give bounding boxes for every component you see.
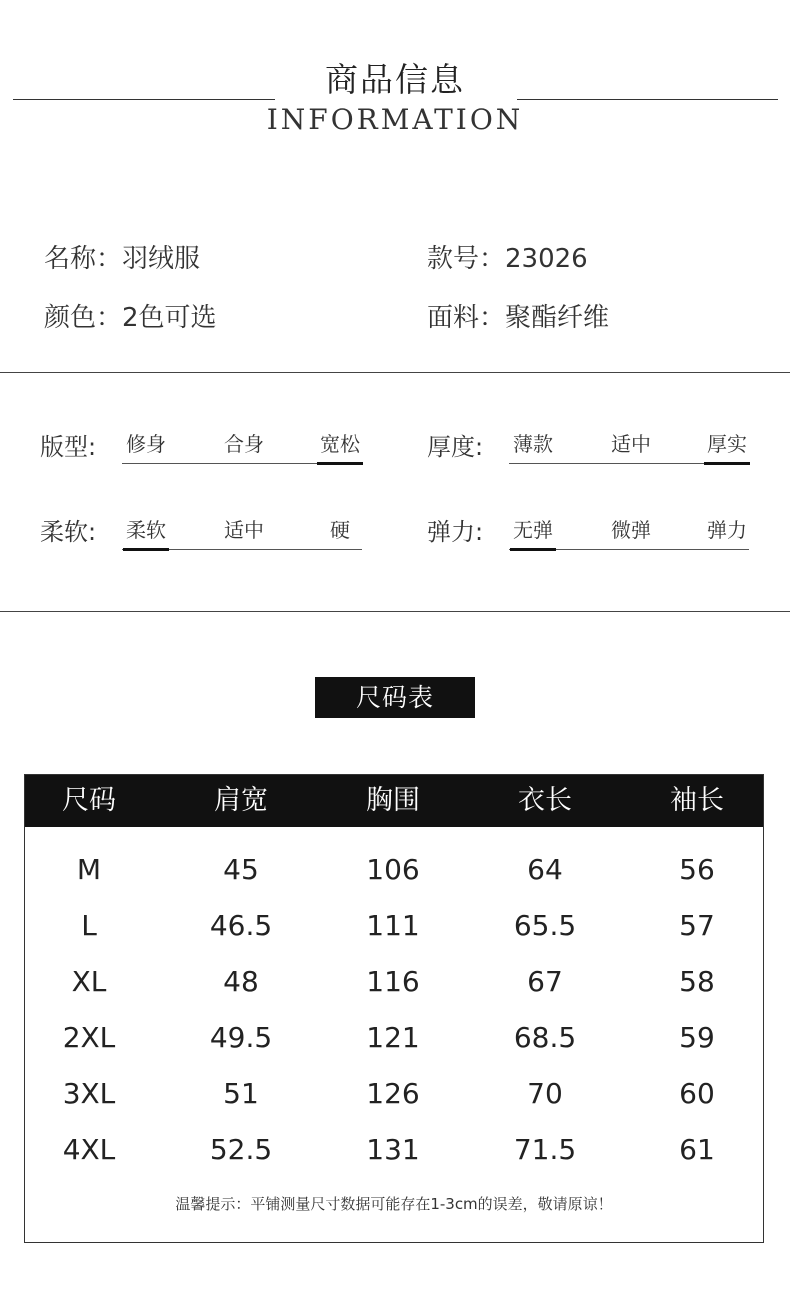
table-cell: 67 (527, 965, 563, 998)
section-title-cn: 商品信息 (325, 60, 465, 99)
info-label: 名称： (44, 244, 123, 274)
section-title-en: INFORMATION (266, 103, 524, 136)
table-cell: 71.5 (513, 1133, 577, 1166)
table-cell: 59 (679, 1021, 715, 1054)
column-header-size: 尺码 (62, 785, 116, 816)
table-cell: 106 (366, 853, 420, 886)
table-cell: 116 (366, 965, 420, 998)
info-color (44, 300, 217, 336)
divider-bottom (0, 611, 790, 612)
attr-scale-thickness (509, 424, 749, 464)
table-cell: 45 (223, 853, 259, 886)
attr-scale-softness (122, 510, 362, 550)
table-cell: 51 (223, 1077, 259, 1110)
table-cell: 48 (223, 965, 259, 998)
column-header-sleeve: 袖长 (670, 785, 724, 816)
scale-option: 适中 (611, 432, 651, 456)
info-style-number (427, 241, 588, 277)
table-cell: 68.5 (513, 1021, 577, 1054)
attr-label-fit: 版型: (40, 433, 97, 461)
table-cell: 111 (366, 909, 420, 942)
table-cell: 3XL (62, 1077, 116, 1110)
attr-label-softness: 柔软: (40, 518, 97, 546)
attr-label-thickness: 厚度: (427, 433, 484, 461)
measurement-note: 温馨提示：平铺测量尺寸数据可能存在1-3cm的误差，敬请原谅！ (175, 1195, 613, 1213)
column-header-shoulder: 肩宽 (214, 785, 268, 816)
table-cell: 65.5 (513, 909, 577, 942)
table-cell: 46.5 (209, 909, 273, 942)
table-cell: 58 (679, 965, 715, 998)
info-value: 羽绒服 (122, 244, 201, 274)
column-header-length: 衣长 (518, 785, 572, 816)
size-table (24, 774, 764, 1243)
table-cell: L (81, 909, 97, 942)
table-cell: 52.5 (209, 1133, 273, 1166)
divider-top (0, 372, 790, 373)
scale-selected-marker (704, 462, 750, 465)
table-cell: XL (71, 965, 107, 998)
table-cell: 126 (366, 1077, 420, 1110)
table-cell: 121 (366, 1021, 420, 1054)
table-cell: 57 (679, 909, 715, 942)
info-label: 面料： (427, 303, 506, 333)
table-cell: 70 (527, 1077, 563, 1110)
scale-option: 宽松 (320, 432, 360, 456)
scale-selected-marker (317, 462, 363, 465)
table-cell: 2XL (62, 1021, 116, 1054)
table-cell: 56 (679, 853, 715, 886)
table-cell: 4XL (62, 1133, 116, 1166)
scale-option: 修身 (126, 432, 166, 456)
attr-scale-elasticity (509, 510, 749, 550)
table-cell: M (76, 853, 102, 886)
scale-option: 无弹 (513, 518, 553, 542)
scale-option: 硬 (330, 518, 350, 542)
table-cell: 61 (679, 1133, 715, 1166)
attr-label-elasticity: 弹力: (427, 518, 484, 546)
info-value: 23026 (505, 244, 588, 274)
scale-option: 柔软 (126, 518, 166, 542)
scale-option: 微弹 (611, 518, 651, 542)
table-cell: 131 (366, 1133, 420, 1166)
column-header-chest: 胸围 (366, 785, 420, 816)
info-fabric (427, 300, 609, 336)
scale-option: 弹力 (707, 518, 747, 542)
info-label: 颜色： (44, 303, 123, 333)
table-cell: 64 (527, 853, 563, 886)
attr-scale-fit (122, 424, 362, 464)
size-table-header (25, 775, 763, 827)
info-value: 2色可选 (122, 303, 217, 333)
table-cell: 60 (679, 1077, 715, 1110)
scale-option: 薄款 (513, 432, 553, 456)
scale-selected-marker (510, 548, 556, 551)
scale-option: 合身 (224, 432, 264, 456)
info-label: 款号： (427, 244, 506, 274)
info-value: 聚酯纤维 (505, 303, 610, 333)
info-name (44, 241, 200, 277)
scale-selected-marker (123, 548, 169, 551)
scale-option: 适中 (224, 518, 264, 542)
scale-option: 厚实 (707, 432, 747, 456)
size-chart-title: 尺码表 (315, 677, 475, 718)
table-cell: 49.5 (209, 1021, 273, 1054)
